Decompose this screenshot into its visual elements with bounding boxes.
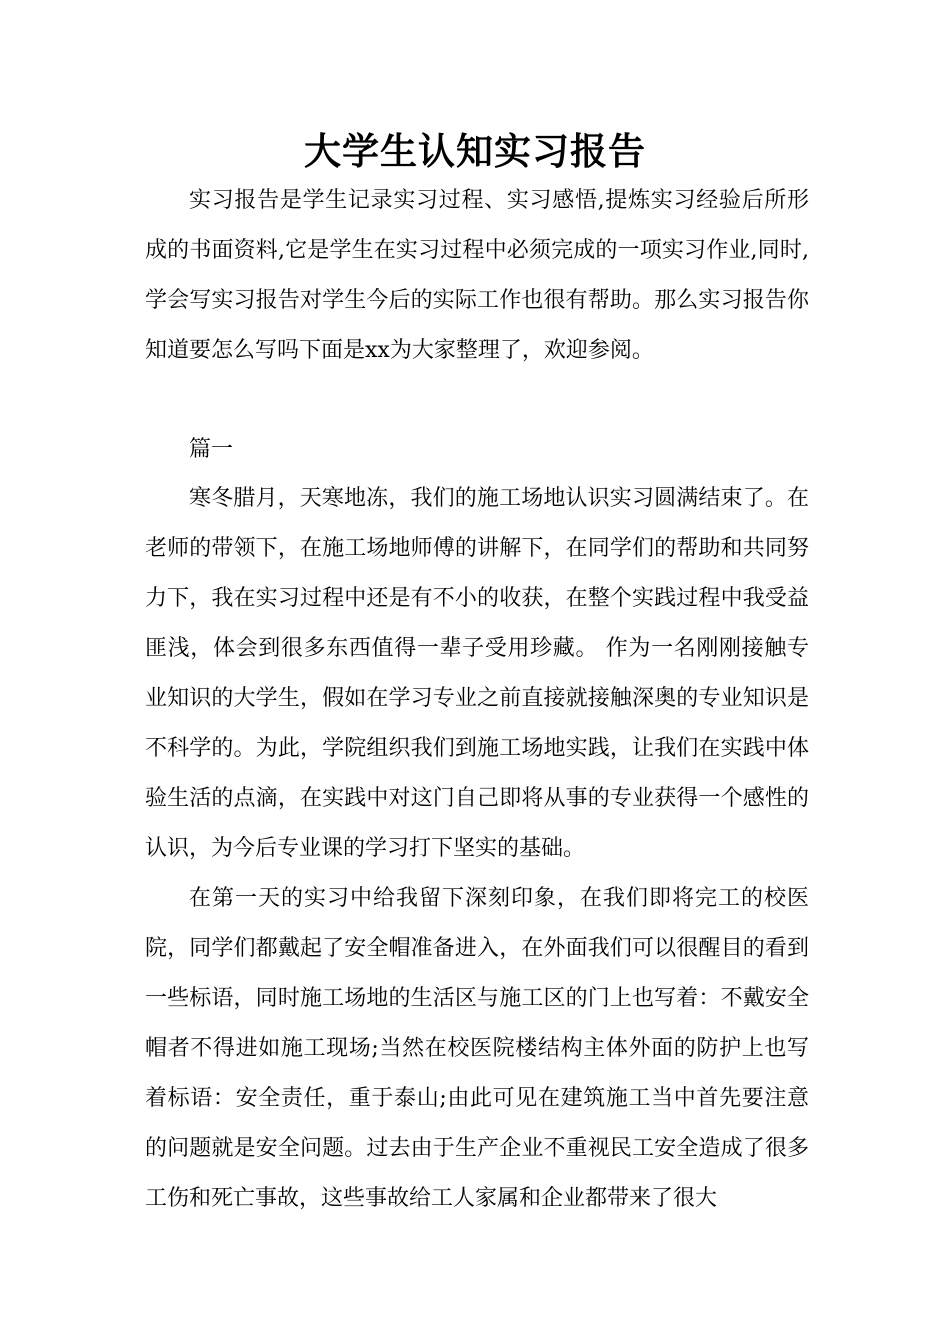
section-body bbox=[145, 474, 809, 1224]
body-paragraph-1: 寒冬腊月，天寒地冻，我们的施工场地认识实习圆满结束了。在老师的带领下，在施工场地师傅的讲解下，在同学们的帮助和共同努力下，我在实习过程中还是有不小的收获，在整个实践过程中我受益匪浅，体会到很多东西值得一辈子受用珍藏。 作为一名刚刚接触专业知识的大学生，假如在学习专业之前直接就接触深奥的专业知识是不科学的。为此，学院组织我们到施工场地实践，让我们在实践中体验生活的点滴，在实践中对这门自己即将从事的专业获得一个感性的认识，为今后专业课的学习打下坚实的基础。 bbox=[145, 486, 809, 861]
intro-paragraph: 实习报告是学生记录实习过程、实习感悟,提炼实习经验后所形成的书面资料,它是学生在实习过程中必须完成的一项实习作业,同时,学会写实习报告对学生今后的实际工作也很有帮助。那么实习报告你知道要怎么写吗下面是xx为大家整理了，欢迎参阅。 bbox=[145, 188, 809, 363]
section-label: 篇一 bbox=[189, 437, 234, 462]
body-paragraph-2: 在第一天的实习中给我留下深刻印象，在我们即将完工的校医院，同学们都戴起了安全帽准备进入，在外面我们可以很醒目的看到一些标语，同时施工场地的生活区与施工区的门上也写着：不戴安全帽者不得进如施工现场;当然在校医院楼结构主体外面的防护上也写着标语：安全责任，重于泰山;由此可见在建筑施工当中首先要注意的问题就是安全问题。过去由于生产企业不重视民工安全造成了很多工伤和死亡事故，这些事故给工人家属和企业都带来了很大 bbox=[145, 886, 809, 1211]
document-title: 大学生认知实习报告 bbox=[304, 130, 646, 173]
